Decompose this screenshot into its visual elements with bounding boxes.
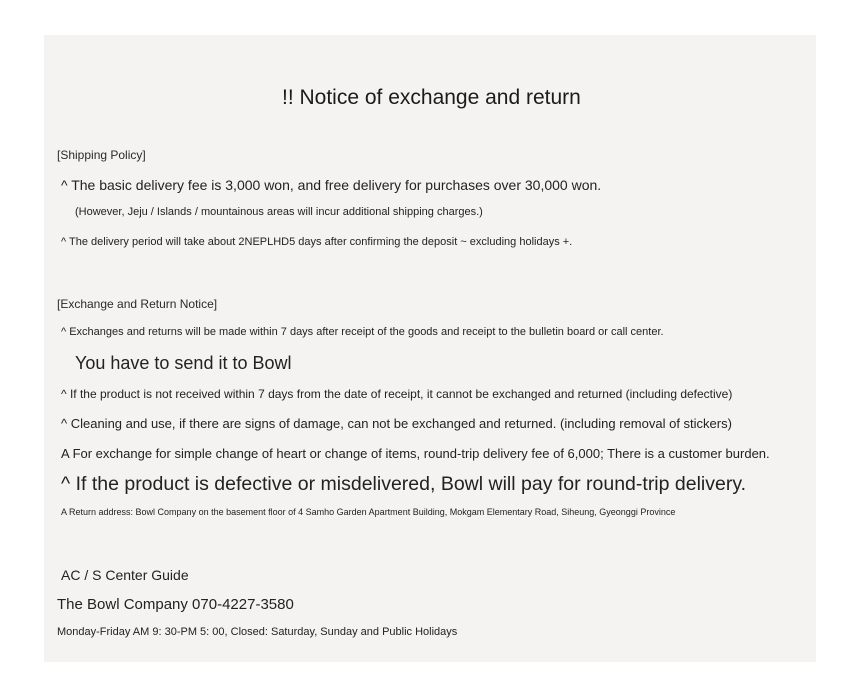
notice-panel bbox=[44, 35, 816, 662]
exchange-line-return-address: A Return address: Bowl Company on the basement floor of 4 Samho Garden Apartment Building, Mokgam Elementary Road, Siheung, Gyeonggi Province bbox=[61, 507, 676, 517]
exchange-line-send-to-bowl: You have to send it to Bowl bbox=[75, 353, 292, 373]
shipping-line-delivery-period: ^ The delivery period will take about 2NEPLHD5 days after confirming the deposit ~ excluding holidays +. bbox=[61, 236, 573, 248]
shipping-line-basic-fee: ^ The basic delivery fee is 3,000 won, and free delivery for purchases over 30,000 won. bbox=[61, 177, 602, 193]
cs-center-heading: AC / S Center Guide bbox=[61, 567, 189, 583]
notice-title: !! Notice of exchange and return bbox=[282, 86, 581, 109]
shipping-policy-heading: [Shipping Policy] bbox=[57, 148, 146, 162]
exchange-line-round-trip-fee: A For exchange for simple change of heart or change of items, round-trip delivery fee of 6,000; There is a customer burden. bbox=[61, 446, 770, 461]
shipping-line-islands: (However, Jeju / Islands / mountainous areas will incur additional shipping charges.) bbox=[75, 206, 483, 218]
exchange-line-within-7-days: ^ Exchanges and returns will be made within 7 days after receipt of the goods and receipt to the bulletin board or call center. bbox=[61, 326, 664, 338]
cs-company-phone: The Bowl Company 070-4227-3580 bbox=[57, 596, 294, 613]
exchange-return-heading: [Exchange and Return Notice] bbox=[57, 297, 218, 311]
cs-business-hours: Monday-Friday AM 9: 30-PM 5: 00, Closed: Saturday, Sunday and Public Holidays bbox=[57, 626, 458, 638]
exchange-line-defective: ^ If the product is defective or misdelivered, Bowl will pay for round-trip delivery. bbox=[61, 473, 747, 495]
exchange-line-cleaning-use: ^ Cleaning and use, if there are signs of damage, can not be exchanged and returned. (including removal of stickers) bbox=[61, 416, 732, 431]
exchange-line-not-received: ^ If the product is not received within 7 days from the date of receipt, it cannot be exchanged and returned (including defective) bbox=[61, 387, 733, 401]
